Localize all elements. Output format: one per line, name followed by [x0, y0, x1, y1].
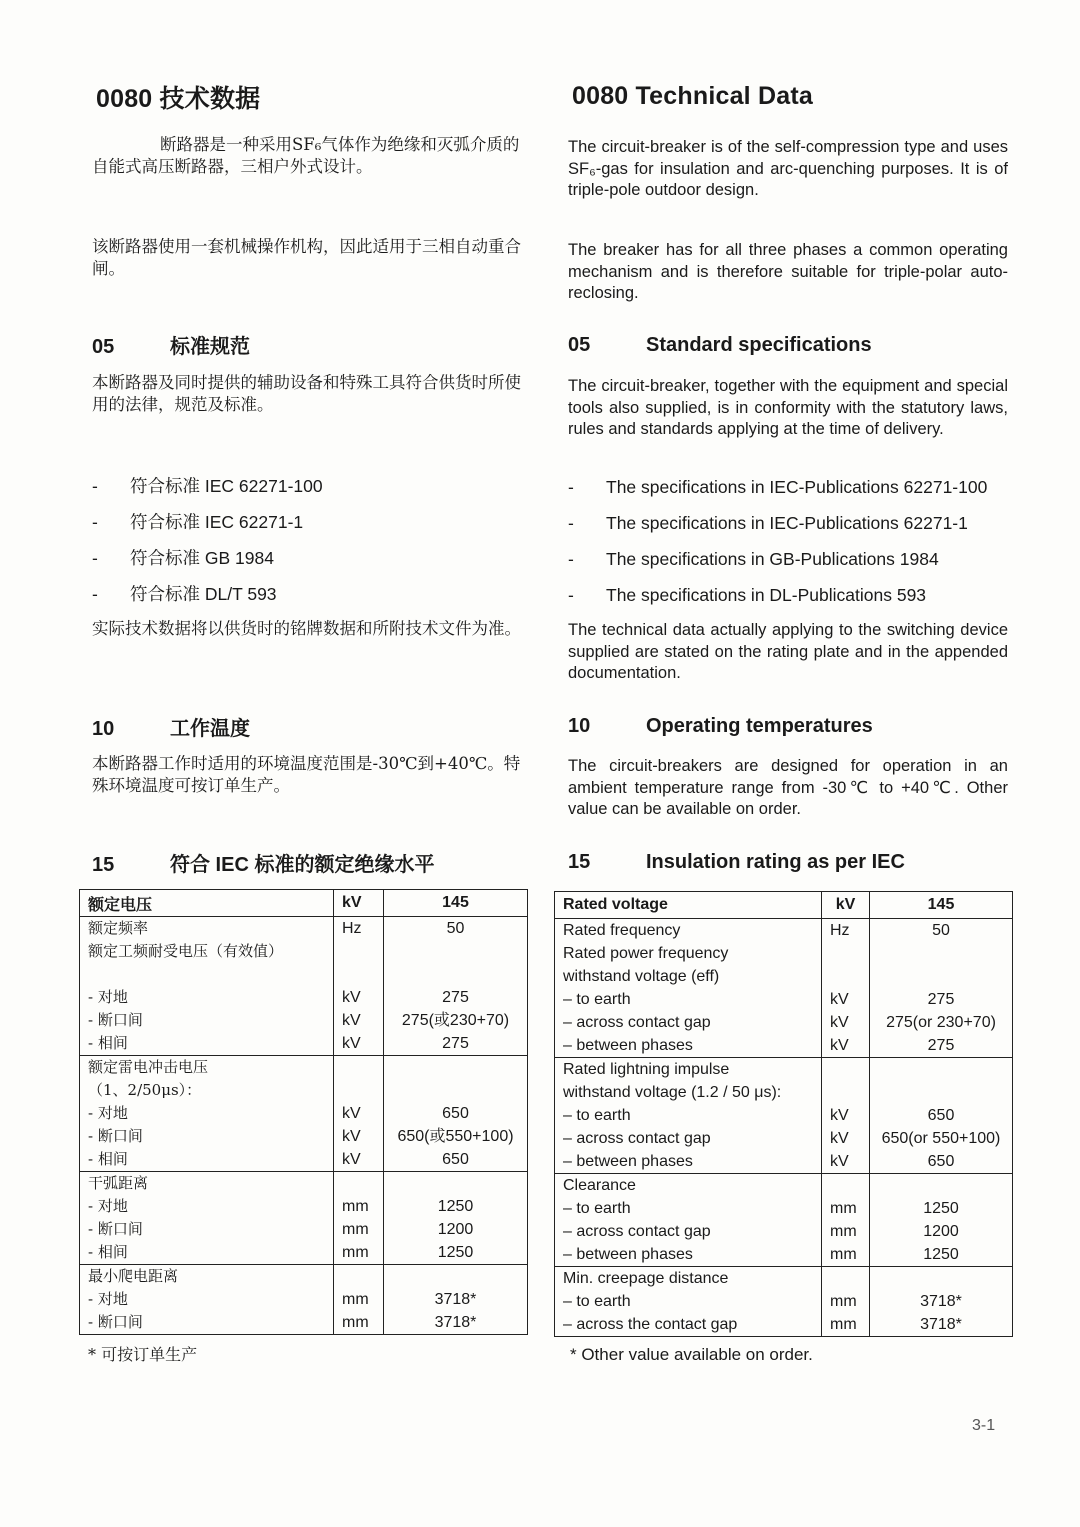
cell-line: - 断口间: [88, 1220, 143, 1238]
cell-line: - 对地: [88, 1290, 128, 1308]
cell-line: kV: [830, 1037, 849, 1054]
section-05-heading-en: [568, 334, 872, 357]
cell-line: mm: [830, 1316, 857, 1333]
cell-line: 1200: [437, 1221, 474, 1238]
section-10-heading-en: [568, 715, 873, 738]
cell-line: 50: [932, 922, 950, 939]
row-label: [555, 919, 822, 1058]
list-item: - 符合标准 GB 1984: [92, 548, 274, 569]
data-note-paragraph-en: The technical data actually applying to the switching device supplied are stated on the rating plate and in the appended documentation.: [568, 621, 1008, 682]
section-title: Operating temperatures: [646, 715, 873, 737]
cell-line: - 相间: [88, 1243, 128, 1261]
cell-line: – across contact gap: [563, 1014, 711, 1031]
list-item: - The specifications in IEC-Publications 62271-100: [568, 477, 988, 497]
cell-line: kV: [830, 1014, 849, 1031]
cell-line: 650(or 550+100): [881, 1130, 1001, 1147]
section-title: 符合 IEC 标准的额定绝缘水平: [170, 854, 435, 876]
cell-line: 3718*: [434, 1291, 477, 1308]
cell-line: 3718*: [920, 1293, 962, 1310]
table-row: [80, 1265, 528, 1335]
cell-line: – to earth: [563, 1107, 631, 1124]
data-note-paragraph-cn: 实际技术数据将以供货时的铭牌数据和所附技术文件为准。: [92, 619, 521, 638]
row-value: [870, 1058, 1013, 1174]
row-unit: [822, 919, 870, 1058]
footnote-en: * Other value available on order.: [570, 1345, 813, 1364]
cell-line: - 对地: [88, 1197, 128, 1215]
cell-line: mm: [830, 1200, 857, 1217]
cell-line: 275: [927, 1037, 955, 1054]
cell-line: kV: [342, 989, 361, 1006]
cell-line: mm: [830, 1246, 857, 1263]
cell-line: [342, 1265, 375, 1288]
row-unit: [334, 917, 384, 1056]
section-title: 工作温度: [170, 718, 250, 740]
cell-line: 干弧距离: [88, 1174, 149, 1192]
cell-line: 1250: [923, 1246, 959, 1263]
cell-line: Rated frequency: [563, 922, 681, 939]
page-title-en: 0080 Technical Data: [572, 82, 813, 110]
cell-line: Rated power frequency: [563, 945, 729, 962]
cell-line: [392, 963, 519, 986]
cell-line: [830, 1174, 861, 1197]
intro-paragraph-en: The circuit-breaker is of the self-compression type and uses SF₆-gas for insulation and arc-quenching purposes. It is of triple-pole outdoor design.: [568, 138, 1008, 199]
cell-line: 275: [442, 1035, 469, 1052]
section-number: 05: [92, 336, 115, 358]
intro-paragraph-2-cn: 该断路器使用一套机械操作机构，因此适用于三相自动重合闸。: [92, 237, 521, 278]
table-row: [555, 919, 1013, 1058]
table-row: [555, 1058, 1013, 1174]
cell-line: [830, 942, 861, 965]
temperature-paragraph-cn: 本断路器工作时适用的环境温度范围是-30℃到+40℃。特殊环境温度可按订单生产。: [92, 754, 521, 795]
cell-line: 额定频率: [88, 919, 149, 937]
cell-line: 275(or 230+70): [886, 1014, 996, 1031]
cell-line: 1250: [923, 1200, 959, 1217]
cell-line: [342, 963, 375, 986]
section-number: 10: [568, 715, 591, 737]
section-number: 05: [568, 334, 591, 356]
row-value: [384, 917, 528, 1056]
cell-line: – across the contact gap: [563, 1316, 738, 1333]
cell-line: mm: [342, 1221, 369, 1238]
cell-line: mm: [342, 1244, 369, 1261]
insulation-table-cn: [79, 889, 528, 1335]
list-item: - The specifications in GB-Publications 1984: [568, 549, 939, 569]
cell-line: - 断口间: [88, 1127, 143, 1145]
cell-line: – between phases: [563, 1153, 693, 1170]
section-number: 10: [92, 718, 115, 740]
list-item: - The specifications in DL-Publications 593: [568, 585, 927, 605]
cell-line: – between phases: [563, 1246, 693, 1263]
cell-line: kV: [830, 991, 849, 1008]
cell-line: [342, 940, 375, 963]
section-10-heading-cn: [92, 712, 250, 741]
cell-line: mm: [342, 1198, 369, 1215]
row-unit: [822, 1267, 870, 1337]
cell-line: withstand voltage (eff): [563, 968, 720, 985]
row-label: [555, 1267, 822, 1337]
cell-line: - 断口间: [88, 1313, 143, 1331]
cell-line: - 相间: [88, 1150, 128, 1168]
cell-line: 650: [927, 1107, 955, 1124]
cell-line: Min. creepage distance: [563, 1270, 729, 1287]
table-row: [80, 917, 528, 1056]
cell-line: mm: [342, 1291, 369, 1308]
row-unit: [334, 1265, 384, 1335]
cell-line: kV: [342, 1151, 361, 1168]
table-header-row: [80, 890, 528, 917]
table-row: [555, 1267, 1013, 1337]
row-label: [80, 1265, 334, 1335]
cell-line: Hz: [830, 922, 850, 939]
list-item: - 符合标准 IEC 62271-100: [92, 476, 323, 497]
row-value: [870, 1267, 1013, 1337]
cell-line: [830, 1081, 861, 1104]
section-15-heading-cn: [92, 848, 434, 877]
cell-line: – to earth: [563, 1293, 631, 1310]
table-row: [80, 1056, 528, 1172]
row-label: [555, 1058, 822, 1174]
cell-line: 275: [927, 991, 955, 1008]
cell-line: kV: [830, 1107, 849, 1124]
section-number: 15: [568, 851, 591, 873]
table-header-row: [555, 892, 1013, 919]
cell-line: kV: [342, 1012, 361, 1029]
cell-line: – between phases: [563, 1037, 693, 1054]
row-label: [555, 1174, 822, 1267]
header-value: 145: [384, 890, 528, 917]
cell-line: [830, 965, 861, 988]
list-item: - The specifications in IEC-Publications 62271-1: [568, 513, 968, 533]
row-unit: [334, 1172, 384, 1265]
cell-line: - 断口间: [88, 1011, 143, 1029]
cell-line: mm: [342, 1314, 369, 1331]
row-label: [80, 1172, 334, 1265]
cell-line: [392, 1079, 519, 1102]
cell-line: [88, 963, 325, 986]
cell-line: - 对地: [88, 988, 128, 1006]
cell-line: 额定工频耐受电压（有效值）: [88, 942, 284, 960]
cell-line: 1250: [437, 1244, 474, 1261]
cell-line: kV: [342, 1128, 361, 1145]
section-title: Standard specifications: [646, 334, 872, 356]
table-row: [555, 1174, 1013, 1267]
cell-line: [392, 1056, 519, 1079]
row-unit: [334, 1056, 384, 1172]
cell-line: [878, 1058, 1004, 1081]
header-value: 145: [870, 892, 1013, 919]
cell-line: [342, 1056, 375, 1079]
row-value: [384, 1056, 528, 1172]
cell-line: withstand voltage (1.2 / 50 μs):: [563, 1084, 782, 1101]
row-value: [384, 1172, 528, 1265]
cell-line: 额定雷电冲击电压: [88, 1058, 209, 1076]
standards-paragraph-en: The circuit-breaker, together with the equipment and special tools also supplied, is in conformity with the statutory laws, rules and standards applying at the time of delivery.: [568, 377, 1008, 438]
cell-line: [830, 1267, 861, 1290]
cell-line: （1、2/50μs）：: [88, 1081, 202, 1099]
cell-line: 650: [927, 1153, 955, 1170]
table-row: [80, 1172, 528, 1265]
cell-line: - 对地: [88, 1104, 128, 1122]
cell-line: [392, 940, 519, 963]
section-title: 标准规范: [170, 336, 250, 358]
cell-line: kV: [342, 1035, 361, 1052]
cell-line: kV: [830, 1130, 849, 1147]
intro-paragraph-2-en: The breaker has for all three phases a common operating mechanism and is therefore suitable for triple-polar auto-reclosing.: [568, 241, 1008, 302]
header-label: Rated voltage: [555, 892, 822, 919]
cell-line: – across contact gap: [563, 1223, 711, 1240]
section-15-heading-en: [568, 851, 905, 874]
cell-line: 3718*: [434, 1314, 477, 1331]
list-item: - 符合标准 DL/T 593: [92, 584, 277, 605]
list-item: - 符合标准 IEC 62271-1: [92, 512, 304, 533]
cell-line: – across contact gap: [563, 1130, 711, 1147]
header-label: 额定电压: [80, 890, 334, 917]
cell-line: 650(或550+100): [397, 1128, 514, 1145]
cell-line: [878, 1174, 1004, 1197]
row-value: [870, 919, 1013, 1058]
cell-line: [878, 1267, 1004, 1290]
page-number: 3-1: [972, 1417, 996, 1434]
header-unit: kV: [334, 890, 384, 917]
cell-line: 650: [442, 1151, 469, 1168]
cell-line: Rated lightning impulse: [563, 1061, 730, 1078]
header-unit: kV: [822, 892, 870, 919]
cell-line: [392, 1265, 519, 1288]
cell-line: – to earth: [563, 1200, 631, 1217]
cell-line: [392, 1172, 519, 1195]
cell-line: – to earth: [563, 991, 631, 1008]
intro-paragraph-cn: 断路器是一种采用SF₆气体作为绝缘和灭弧介质的自能式高压断路器，三相户外式设计。: [92, 135, 520, 176]
insulation-table-en: [554, 891, 1013, 1337]
cell-line: 1250: [437, 1198, 474, 1215]
cell-line: - 相间: [88, 1034, 128, 1052]
standards-paragraph-cn: 本断路器及同时提供的辅助设备和特殊工具符合供货时所使用的法律，规范及标准。: [92, 373, 521, 414]
cell-line: 1200: [923, 1223, 959, 1240]
row-value: [870, 1174, 1013, 1267]
section-number: 15: [92, 854, 115, 876]
cell-line: mm: [830, 1223, 857, 1240]
row-value: [384, 1265, 528, 1335]
row-unit: [822, 1174, 870, 1267]
cell-line: 3718*: [920, 1316, 962, 1333]
cell-line: Clearance: [563, 1177, 636, 1194]
cell-line: Hz: [342, 920, 362, 937]
row-label: [80, 917, 334, 1056]
cell-line: 650: [442, 1105, 469, 1122]
cell-line: 275(或230+70): [401, 1012, 510, 1029]
section-title: Insulation rating as per IEC: [646, 851, 905, 873]
cell-line: kV: [830, 1153, 849, 1170]
cell-line: [878, 965, 1004, 988]
cell-line: mm: [830, 1293, 857, 1310]
section-05-heading-cn: [92, 330, 250, 359]
cell-line: [830, 1058, 861, 1081]
cell-line: 275: [442, 989, 469, 1006]
cell-line: [342, 1079, 375, 1102]
cell-line: kV: [342, 1105, 361, 1122]
temperature-paragraph-en: The circuit-breakers are designed for operation in an ambient temperature range from -30℃ to +40℃. Other value can be available on order.: [568, 757, 1008, 818]
cell-line: [878, 942, 1004, 965]
row-unit: [822, 1058, 870, 1174]
cell-line: [342, 1172, 375, 1195]
cell-line: 50: [446, 920, 465, 937]
page-title-cn: 0080 技术数据: [96, 85, 261, 113]
cell-line: 最小爬电距离: [88, 1267, 179, 1285]
footnote-cn: * 可按订单生产: [88, 1345, 198, 1364]
cell-line: [878, 1081, 1004, 1104]
row-label: [80, 1056, 334, 1172]
